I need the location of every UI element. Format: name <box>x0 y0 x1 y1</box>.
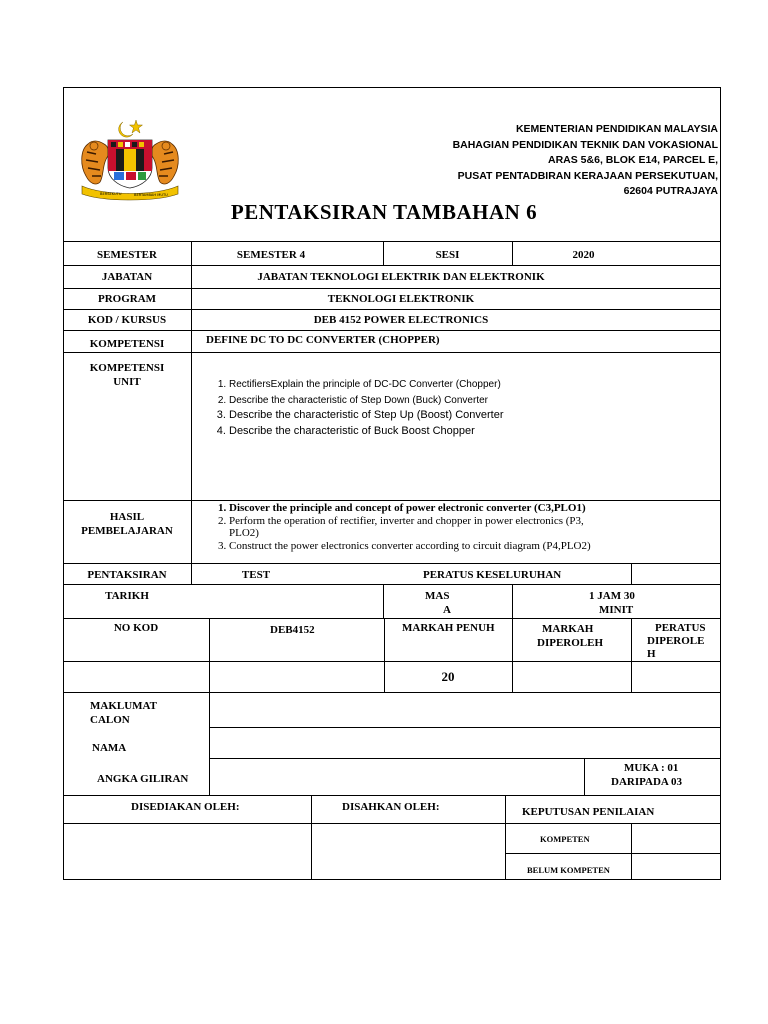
col-divider <box>311 795 312 880</box>
masa-value-2: MINIT <box>599 604 634 616</box>
ministry-line: KEMENTERIAN PENDIDIKAN MALAYSIA <box>515 123 718 135</box>
peratus-diperoleh-label: PERATUS <box>655 622 706 634</box>
muka-label: MUKA : 01 <box>624 762 679 774</box>
col-divider <box>631 618 632 692</box>
col-divider <box>631 563 632 584</box>
hasil-label-2: PEMBELAJARAN <box>81 525 173 537</box>
semester-value: SEMESTER 4 <box>236 249 306 261</box>
document-title: PENTAKSIRAN TAMBAHAN 6 <box>230 200 538 224</box>
kompetensi-unit-list <box>209 377 504 439</box>
row-divider <box>63 661 721 662</box>
hasil-label: HASIL <box>109 511 145 523</box>
crest-ribbon-right: BERTAMBAH MUTU <box>134 193 168 197</box>
markah-penuh-value: 20 <box>441 669 455 684</box>
disahkan-label: DISAHKAN OLEH: <box>342 801 440 813</box>
ministry-line: ARAS 5&6, BLOK E14, PARCEL E, <box>548 154 718 166</box>
ministry-line: BAHAGIAN PENDIDIKAN TEKNIK DAN VOKASIONAL <box>452 138 718 151</box>
malaysia-coat-of-arms-logo <box>74 116 186 202</box>
markah-penuh-label: MARKAH PENUH <box>402 622 495 634</box>
jabatan-label: JABATAN <box>101 271 153 283</box>
disediakan-label: DISEDIAKAN OLEH: <box>131 801 240 813</box>
maklumat-calon-label: MAKLUMAT <box>90 700 158 712</box>
kompetensi-label: KOMPETENSI <box>89 338 165 350</box>
crest-ribbon-left: BERSEKUTU <box>100 192 122 196</box>
row-divider <box>63 692 721 693</box>
col-divider <box>505 795 506 880</box>
masa-value: 1 JAM 30 <box>589 590 635 602</box>
angka-giliran-label: ANGKA GILIRAN <box>97 773 189 785</box>
row-divider <box>209 758 721 759</box>
list-item: 2. Describe the characteristic of Step Down (Buck) Converter <box>229 393 504 409</box>
masa-label: MAS <box>425 590 450 602</box>
muka-label-2: DARIPADA 03 <box>611 776 682 788</box>
col-divider <box>383 584 384 618</box>
no-kod-label: NO KOD <box>113 622 159 634</box>
keputusan-label: KEPUTUSAN PENILAIAN <box>522 806 655 818</box>
belum-kompeten-label: BELUM KOMPETEN <box>527 865 610 875</box>
tarikh-label: TARIKH <box>105 590 149 602</box>
ministry-line: 62604 PUTRAJAYA <box>623 185 718 197</box>
ministry-address <box>453 122 718 200</box>
col-divider <box>512 618 513 692</box>
col-divider <box>512 584 513 618</box>
peratus-diperoleh-label-3: H <box>647 648 656 660</box>
row-divider <box>63 563 721 564</box>
hasil-pembelajaran-list <box>209 502 729 552</box>
kod-kursus-value: DEB 4152 POWER ELECTRONICS <box>313 314 489 326</box>
list-item: 1. Discover the principle and concept of power electronic converter (C3,PLO1) <box>229 502 729 515</box>
row-divider <box>63 330 721 331</box>
kompetensi-unit-label: KOMPETENSI <box>89 362 165 374</box>
row-divider <box>63 352 721 353</box>
row-divider <box>63 795 721 796</box>
row-divider <box>63 265 721 266</box>
no-kod-value: DEB4152 <box>270 624 315 636</box>
col-divider <box>631 823 632 880</box>
kompetensi-value: DEFINE DC TO DC CONVERTER (CHOPPER) <box>206 334 440 346</box>
maklumat-calon-label-2: CALON <box>90 714 130 726</box>
row-divider <box>63 823 721 824</box>
peratus-keseluruhan-label: PERATUS KESELURUHAN <box>423 569 562 581</box>
col-divider <box>209 618 210 795</box>
row-divider <box>505 853 721 854</box>
kompetensi-unit-label-2: UNIT <box>113 376 141 388</box>
row-divider <box>63 584 721 585</box>
ministry-line: PUSAT PENTADBIRAN KERAJAAN PERSEKUTUAN, <box>457 169 718 182</box>
masa-label-2: A <box>443 604 451 616</box>
row-divider <box>63 288 721 289</box>
row-divider <box>209 727 721 728</box>
row-divider <box>63 618 721 619</box>
pentaksiran-value: TEST <box>241 569 271 581</box>
list-item: 4. Describe the characteristic of Buck Boost Chopper <box>229 424 504 440</box>
list-item: 2. Perform the operation of rectifier, inverter and chopper in power electronics (P3, PLO2) <box>229 515 729 540</box>
markah-diperoleh-label: MARKAH <box>542 623 594 635</box>
pentaksiran-label: PENTAKSIRAN <box>87 569 167 581</box>
list-item: 3. Construct the power electronics converter according to circuit diagram (P4,PLO2) <box>229 540 729 553</box>
kompeten-label: KOMPETEN <box>540 834 590 844</box>
kod-kursus-label: KOD / KURSUS <box>87 314 167 326</box>
list-item: 1. RectifiersExplain the principle of DC-DC Converter (Chopper) <box>229 377 504 393</box>
semester-label: SEMESTER <box>97 249 157 261</box>
row-divider <box>63 500 721 501</box>
program-value: TEKNOLOGI ELEKTRONIK <box>327 293 475 305</box>
markah-diperoleh-label-2: DIPEROLEH <box>537 637 604 649</box>
program-label: PROGRAM <box>97 293 157 305</box>
col-divider <box>584 758 585 795</box>
row-divider <box>63 309 721 310</box>
peratus-diperoleh-label-2: DIPEROLE <box>647 635 705 647</box>
list-item: 3. Describe the characteristic of Step Up (Boost) Converter <box>229 408 504 424</box>
jabatan-value: JABATAN TEKNOLOGI ELEKTRIK DAN ELEKTRONIK <box>257 271 545 283</box>
sesi-label: SESI <box>435 249 460 261</box>
nama-label: NAMA <box>92 742 127 754</box>
sesi-value: 2020 <box>572 249 595 261</box>
row-divider <box>63 241 721 242</box>
